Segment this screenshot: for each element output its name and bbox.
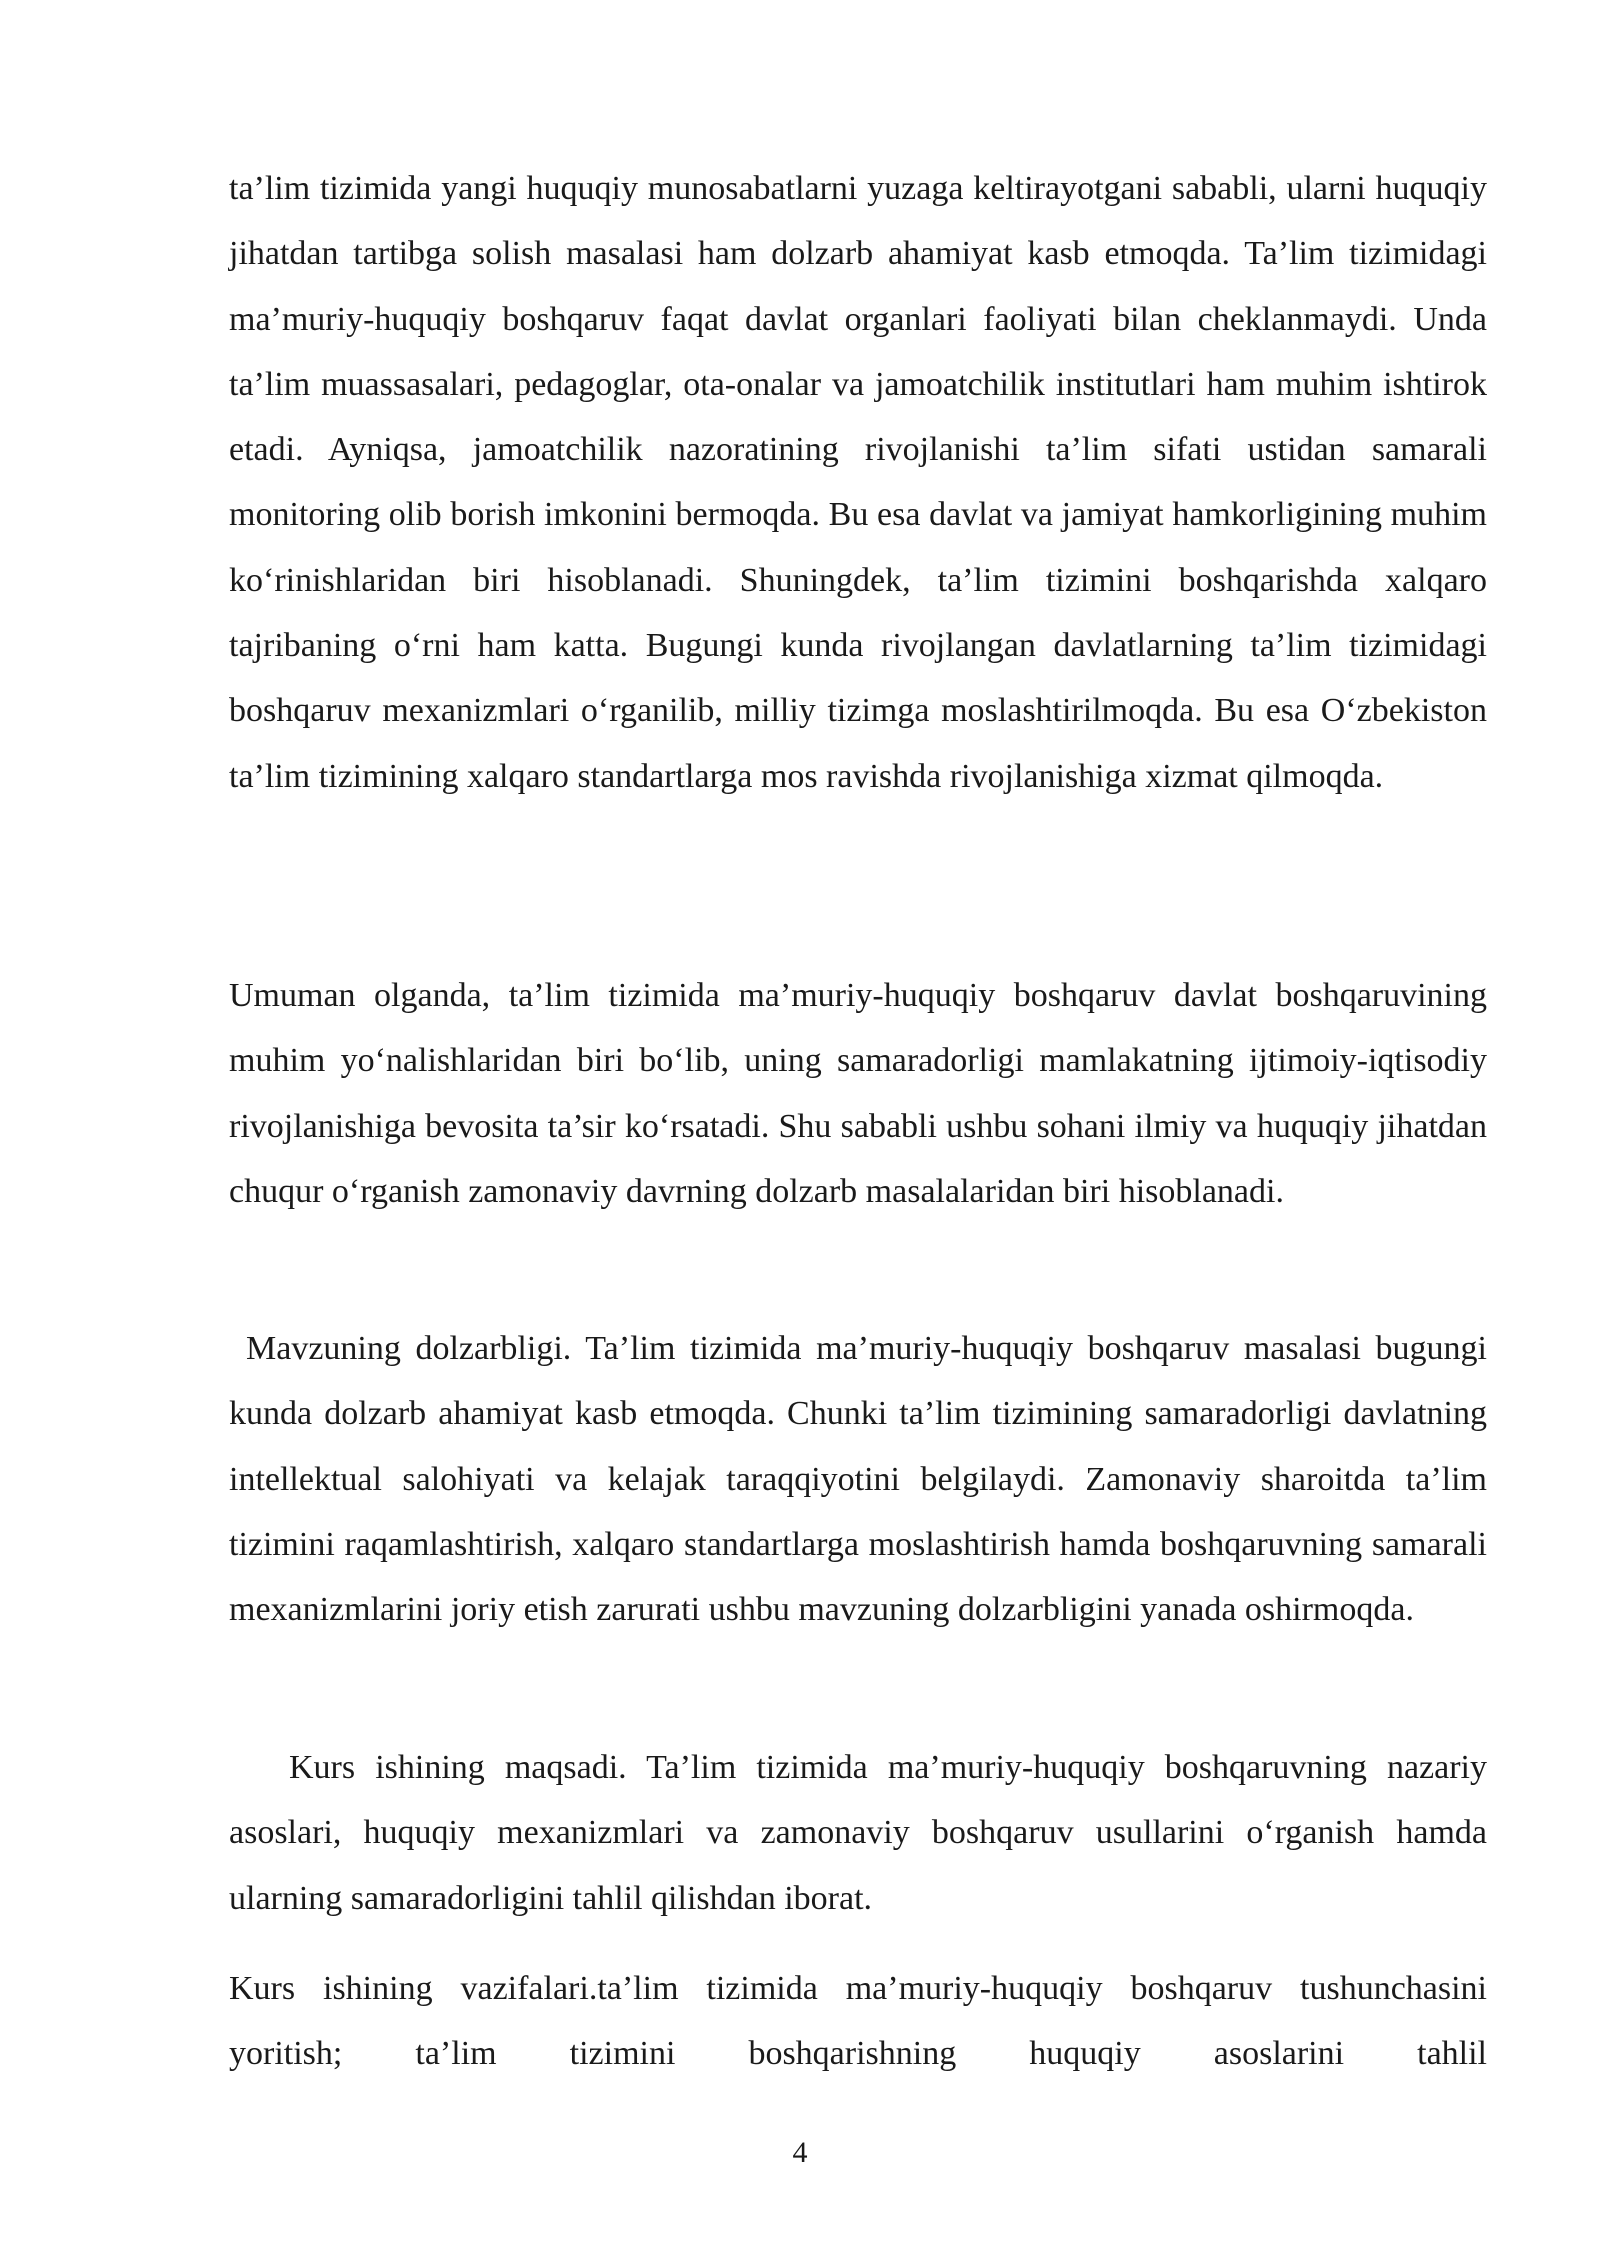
paragraph-relevance: Mavzuning dolzarbligi. Ta’lim tizimida ma’muriy-huquqiy boshqaruv masalasi bugungi kunda dolzarb ahamiyat kasb etmoqda. Chunki ta’lim tizimining samaradorligi davlatning intellektual salohiyati va kelajak taraqqiyotini belgilaydi. Zamonaviy sharoitda ta’lim tizimini raqamlashtirish, xalqaro standartlarga moslashtirish hamda boshqaruvning samarali mexanizmlarini joriy etish zarurati ushbu mavzuning dolzarbligini yanada oshirmoqda. <box>229 1330 1487 1629</box>
paragraph-tasks: Kurs ishining vazifalari.ta’lim tizimida ma’muriy-huquqiy boshqaruv tushunchasini yoritish; ta’lim tizimini boshqarishning huquqiy asoslarini tahlil <box>229 1970 1487 2073</box>
paragraph-conclusion: Umuman olganda, ta’lim tizimida ma’muriy-huquqiy boshqaruv davlat boshqaruvining muhim yo‘nalishlaridan biri bo‘lib, uning samaradorligi mamlakatning ijtimoiy-iqtisodiy rivojlanishiga bevosita ta’sir ko‘rsatadi. Shu sababli ushbu sohani ilmiy va huquqiy jihatdan chuqur o‘rganish zamonaviy davrning dolzarb masalalaridan biri hisoblanadi. <box>229 977 1487 1210</box>
paragraph-goal: Kurs ishining maqsadi. Ta’lim tizimida ma’muriy-huquqiy boshqaruvning nazariy asoslari, huquqiy mexanizmlari va zamonaviy boshqaruv usullarini o‘rganish hamda ularning samaradorligini tahlil qilishdan iborat. <box>229 1749 1487 1917</box>
page-number: 4 <box>792 2136 808 2169</box>
paragraph-intro-continuation: ta’lim tizimida yangi huquqiy munosabatlarni yuzaga keltirayotgani sababli, ularni huquqiy jihatdan tartibga solish masalasi ham dolzarb ahamiyat kasb etmoqda. Ta’lim tizimidagi ma’muriy-huquqiy boshqaruv faqat davlat organlari faoliyati bilan cheklanmaydi. Unda ta’lim muassasalari, pedagoglar, ota-onalar va jamoatchilik institutlari ham muhim ishtirok etadi. Ayniqsa, jamoatchilik nazoratining rivojlanishi ta’lim sifati ustidan samarali monitoring olib borish imkonini bermoqda. Bu esa davlat va jamiyat hamkorligining muhim ko‘rinishlaridan biri hisoblanadi. Shuningdek, ta’lim tizimini boshqarishda xalqaro tajribaning o‘rni ham katta. Bugungi kunda rivojlangan davlatlarning ta’lim tizimidagi boshqaruv mexanizmlari o‘rganilib, milliy tizimga moslashtirilmoqda. Bu esa O‘zbekiston ta’lim tizimining xalqaro standartlarga mos ravishda rivojlanishiga xizmat qilmoqda. <box>229 170 1487 795</box>
